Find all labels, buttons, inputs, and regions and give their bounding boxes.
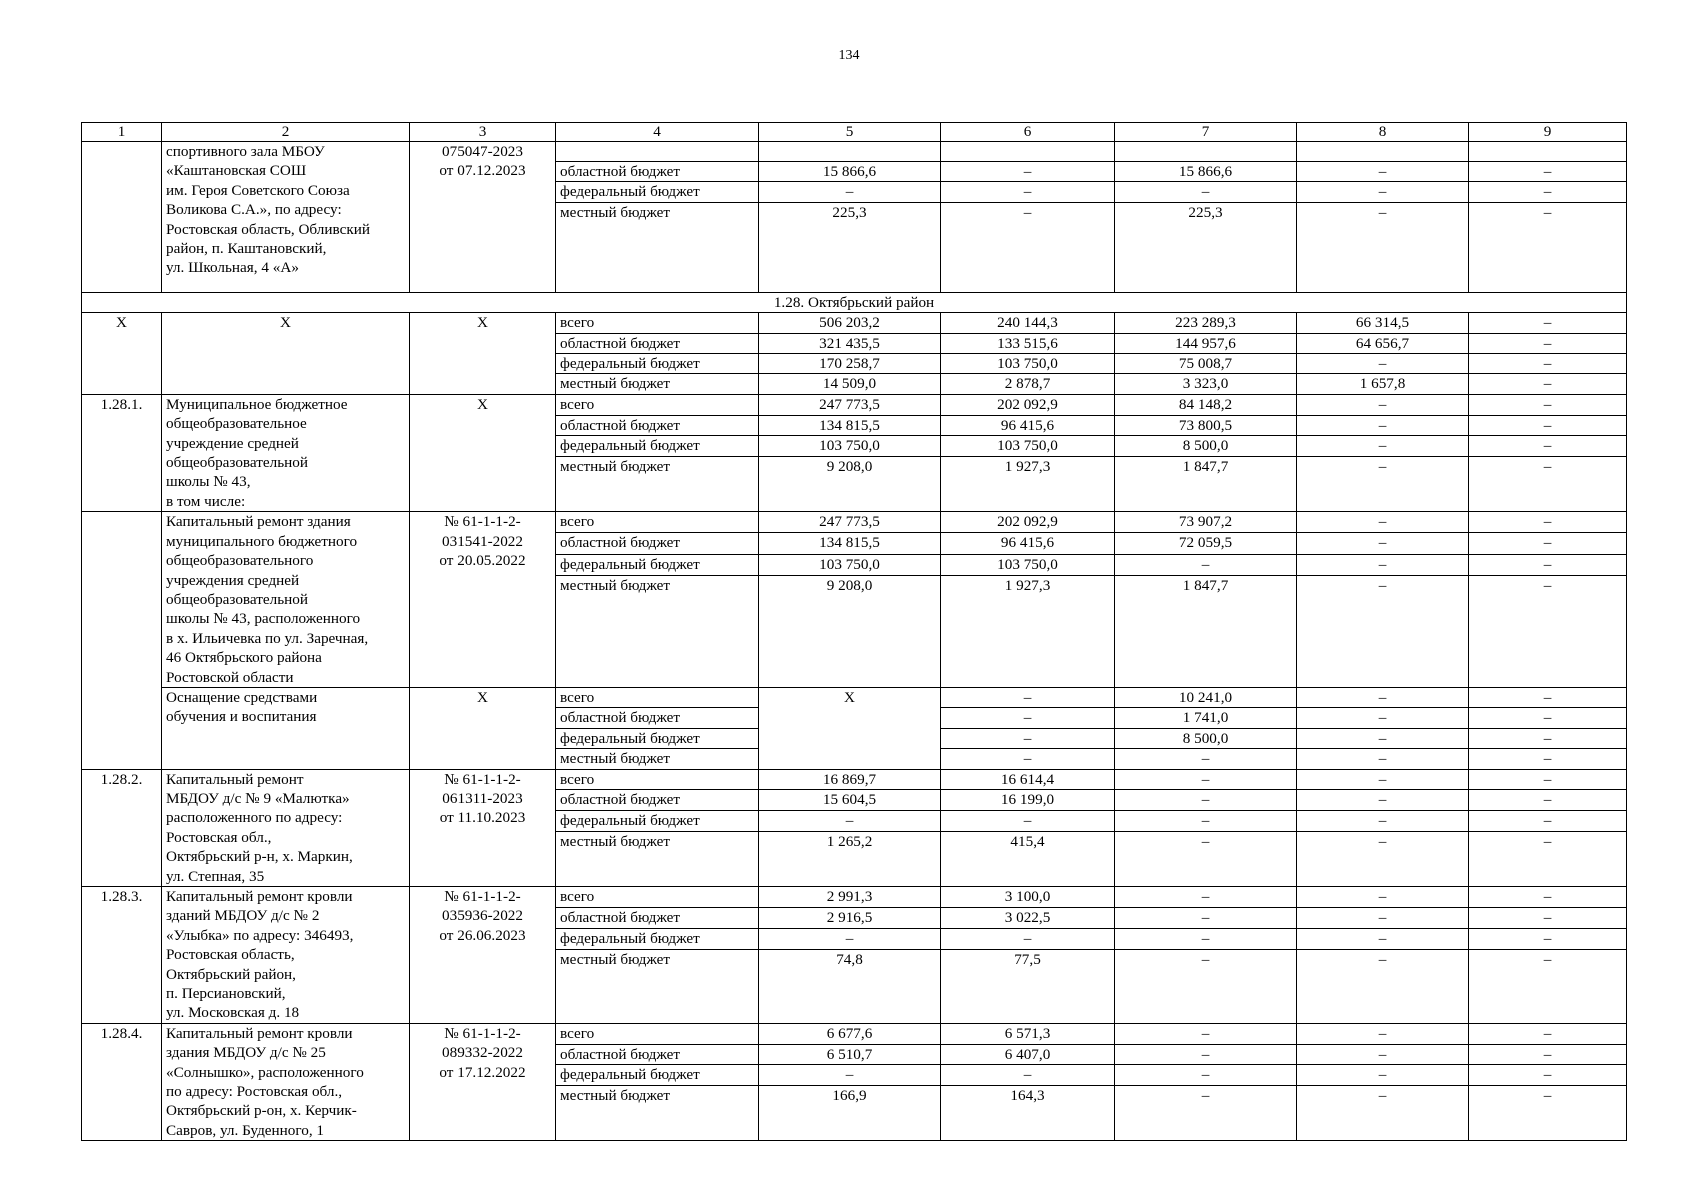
amount-cell: 77,5	[941, 949, 1115, 1023]
amount-cell: 164,3	[941, 1086, 1115, 1141]
amount-cell: –	[1297, 1044, 1469, 1065]
amount-cell: 103 750,0	[941, 436, 1115, 457]
budget-source: местный бюджет	[556, 1086, 759, 1141]
amount-cell: –	[1115, 1044, 1297, 1065]
budget-source: всего	[556, 687, 759, 707]
amount-cell: 3 323,0	[1115, 374, 1297, 394]
amount-cell: –	[1469, 928, 1627, 949]
budget-source: федеральный бюджет	[556, 928, 759, 949]
amount-cell: 16 869,7	[759, 769, 941, 790]
amount-cell: 170 258,7	[759, 354, 941, 374]
amount-cell: –	[1469, 533, 1627, 554]
item-number: 1.28.1.	[82, 394, 162, 511]
amount-cell: 321 435,5	[759, 333, 941, 353]
amount-cell: 2 916,5	[759, 907, 941, 928]
amount-cell: –	[1115, 1086, 1297, 1141]
amount-cell: 96 415,6	[941, 533, 1115, 554]
budget-source: областной бюджет	[556, 708, 759, 728]
budget-source: областной бюджет	[556, 533, 759, 554]
header-cell: 5	[759, 123, 941, 142]
amount-cell: 2 878,7	[941, 374, 1115, 394]
header-cell: 9	[1469, 123, 1627, 142]
amount-cell: –	[1297, 887, 1469, 908]
object-description: Капитальный ремонт кровли здания МБДОУ д/с № 25 «Солнышко», расположенного по адресу: Ростовская обл., Октябрьский р-он, х. Керчик- Савров, ул. Буденного, 1	[162, 1023, 410, 1140]
amount-cell: 6 407,0	[941, 1044, 1115, 1065]
amount-cell: –	[759, 811, 941, 832]
amount-cell: 73 800,5	[1115, 415, 1297, 436]
amount-cell: –	[1297, 749, 1469, 769]
header-cell: 7	[1115, 123, 1297, 142]
section-title: 1.28. Октябрьский район	[82, 292, 1627, 312]
amount-cell: –	[1115, 887, 1297, 908]
amount-cell: –	[1297, 394, 1469, 415]
budget-source: всего	[556, 769, 759, 790]
amount-cell: –	[1297, 162, 1469, 182]
amount-cell: –	[1297, 182, 1469, 202]
amount-cell: –	[1297, 811, 1469, 832]
object-description: Оснащение средствами обучения и воспитания	[162, 687, 410, 769]
amount-cell: –	[1469, 790, 1627, 811]
amount-cell	[1469, 142, 1627, 162]
amount-cell: –	[1469, 687, 1627, 707]
amount-cell	[1115, 142, 1297, 162]
amount-cell: –	[1469, 728, 1627, 748]
amount-cell: –	[759, 182, 941, 202]
amount-cell: 240 144,3	[941, 313, 1115, 333]
amount-cell: –	[1469, 512, 1627, 533]
amount-cell: 15 866,6	[759, 162, 941, 182]
table-row	[82, 887, 1627, 908]
document-ref: Х	[410, 313, 556, 395]
amount-cell: 14 509,0	[759, 374, 941, 394]
amount-cell: –	[941, 928, 1115, 949]
amount-cell: –	[1469, 313, 1627, 333]
amount-cell: –	[941, 162, 1115, 182]
amount-cell: 415,4	[941, 831, 1115, 886]
header-cell: 8	[1297, 123, 1469, 142]
budget-source: местный бюджет	[556, 831, 759, 886]
amount-cell: –	[1115, 1065, 1297, 1086]
amount-cell: 202 092,9	[941, 512, 1115, 533]
amount-cell: –	[1297, 436, 1469, 457]
item-number	[82, 142, 162, 293]
item-number: Х	[82, 313, 162, 395]
header-row	[82, 123, 1627, 142]
header-cell: 2	[162, 123, 410, 142]
amount-cell: –	[1469, 333, 1627, 353]
amount-cell: –	[1469, 708, 1627, 728]
document-ref: Х	[410, 394, 556, 511]
amount-cell: –	[1115, 1023, 1297, 1044]
amount-cell: 1 657,8	[1297, 374, 1469, 394]
amount-cell: 64 656,7	[1297, 333, 1469, 353]
amount-cell: –	[1115, 907, 1297, 928]
amount-cell: –	[1469, 1065, 1627, 1086]
amount-cell	[941, 142, 1115, 162]
table-row	[82, 313, 1627, 333]
header-cell: 6	[941, 123, 1115, 142]
document-ref: № 61-1-1-2- 031541-2022 от 20.05.2022	[410, 512, 556, 688]
amount-cell: –	[1469, 374, 1627, 394]
object-description: Капитальный ремонт здания муниципального бюджетного общеобразовательного учреждения средней общеобразовательной школы № 43, расположенного в х. Ильичевка по ул. Заречная, 46 Октябрьского района Ростовской области	[162, 512, 410, 688]
header-cell: 3	[410, 123, 556, 142]
amount-cell: –	[1115, 182, 1297, 202]
amount-cell: –	[1115, 554, 1297, 575]
amount-cell: –	[1297, 1023, 1469, 1044]
amount-cell: 225,3	[1115, 202, 1297, 292]
amount-cell: 1 741,0	[1115, 708, 1297, 728]
amount-cell: 166,9	[759, 1086, 941, 1141]
amount-cell: –	[1297, 1065, 1469, 1086]
budget-source: всего	[556, 313, 759, 333]
amount-cell: –	[941, 728, 1115, 748]
amount-cell: 133 515,6	[941, 333, 1115, 353]
budget-source: областной бюджет	[556, 333, 759, 353]
amount-cell: –	[1469, 415, 1627, 436]
budget-source: местный бюджет	[556, 749, 759, 769]
amount-cell: 144 957,6	[1115, 333, 1297, 353]
object-description: Капитальный ремонт МБДОУ д/с № 9 «Малютка» расположенного по адресу: Ростовская обл., Октябрьский р-н, х. Маркин, ул. Степная, 35	[162, 769, 410, 886]
amount-cell: –	[1469, 394, 1627, 415]
amount-cell: –	[1297, 708, 1469, 728]
amount-cell: –	[1469, 887, 1627, 908]
amount-cell: –	[1469, 575, 1627, 687]
amount-cell: –	[1469, 949, 1627, 1023]
amount-cell: 1 847,7	[1115, 575, 1297, 687]
table-row	[82, 394, 1627, 415]
amount-cell: –	[1297, 554, 1469, 575]
amount-cell: 6 677,6	[759, 1023, 941, 1044]
budget-source: всего	[556, 1023, 759, 1044]
amount-cell: –	[1297, 831, 1469, 886]
amount-cell: Х	[759, 687, 941, 769]
object-description: Капитальный ремонт кровли зданий МБДОУ д/с № 2 «Улыбка» по адресу: 346493, Ростовская область, Октябрьский район, п. Персиановский, ул. Московская д. 18	[162, 887, 410, 1024]
amount-cell: 66 314,5	[1297, 313, 1469, 333]
amount-cell: 3 100,0	[941, 887, 1115, 908]
amount-cell: –	[1469, 1086, 1627, 1141]
amount-cell: –	[941, 811, 1115, 832]
header-cell: 4	[556, 123, 759, 142]
amount-cell: 96 415,6	[941, 415, 1115, 436]
amount-cell: –	[941, 202, 1115, 292]
amount-cell: –	[1115, 790, 1297, 811]
amount-cell: 2 991,3	[759, 887, 941, 908]
amount-cell: –	[1469, 182, 1627, 202]
amount-cell: 72 059,5	[1115, 533, 1297, 554]
amount-cell: –	[941, 1065, 1115, 1086]
amount-cell: 247 773,5	[759, 394, 941, 415]
table-body	[82, 142, 1627, 1141]
amount-cell: –	[1469, 457, 1627, 512]
amount-cell: 8 500,0	[1115, 728, 1297, 748]
amount-cell: –	[1469, 811, 1627, 832]
amount-cell: –	[1469, 554, 1627, 575]
table-row	[82, 142, 1627, 162]
amount-cell: 74,8	[759, 949, 941, 1023]
amount-cell: 225,3	[759, 202, 941, 292]
table-row	[82, 512, 1627, 533]
amount-cell: 6 571,3	[941, 1023, 1115, 1044]
amount-cell: –	[1297, 928, 1469, 949]
page-number: 134	[838, 48, 860, 63]
amount-cell: –	[1297, 949, 1469, 1023]
amount-cell: 103 750,0	[759, 554, 941, 575]
item-number	[82, 512, 162, 769]
document-ref: № 61-1-1-2- 089332-2022 от 17.12.2022	[410, 1023, 556, 1140]
amount-cell: –	[759, 928, 941, 949]
amount-cell: –	[1115, 928, 1297, 949]
amount-cell: 75 008,7	[1115, 354, 1297, 374]
amount-cell: –	[1297, 1086, 1469, 1141]
amount-cell: –	[1297, 415, 1469, 436]
amount-cell: –	[1469, 1023, 1627, 1044]
amount-cell: 8 500,0	[1115, 436, 1297, 457]
amount-cell: –	[1115, 749, 1297, 769]
budget-source: областной бюджет	[556, 415, 759, 436]
amount-cell: 134 815,5	[759, 415, 941, 436]
table-row	[82, 1023, 1627, 1044]
budget-source: местный бюджет	[556, 374, 759, 394]
document-ref: Х	[410, 687, 556, 769]
budget-source: областной бюджет	[556, 790, 759, 811]
amount-cell: –	[1469, 749, 1627, 769]
header-cell: 1	[82, 123, 162, 142]
document-ref: № 61-1-1-2- 061311-2023 от 11.10.2023	[410, 769, 556, 886]
amount-cell	[1297, 142, 1469, 162]
amount-cell: –	[1297, 790, 1469, 811]
amount-cell: 9 208,0	[759, 575, 941, 687]
amount-cell: –	[1297, 575, 1469, 687]
item-number: 1.28.3.	[82, 887, 162, 1024]
amount-cell: –	[1469, 907, 1627, 928]
amount-cell: –	[1469, 436, 1627, 457]
table-row	[82, 769, 1627, 790]
amount-cell: –	[1469, 202, 1627, 292]
amount-cell: 134 815,5	[759, 533, 941, 554]
amount-cell: –	[941, 182, 1115, 202]
budget-source: федеральный бюджет	[556, 1065, 759, 1086]
amount-cell: –	[1297, 457, 1469, 512]
amount-cell: 16 199,0	[941, 790, 1115, 811]
amount-cell: –	[1297, 202, 1469, 292]
budget-source: местный бюджет	[556, 457, 759, 512]
budget-source: федеральный бюджет	[556, 811, 759, 832]
amount-cell: 1 847,7	[1115, 457, 1297, 512]
amount-cell: –	[1297, 354, 1469, 374]
amount-cell: 202 092,9	[941, 394, 1115, 415]
object-description: спортивного зала МБОУ «Каштановская СОШ им. Героя Советского Союза Воликова С.А.», по адресу: Ростовская область, Обливский район, п. Каштановский, ул. Школьная, 4 «А»	[162, 142, 410, 293]
amount-cell: –	[941, 749, 1115, 769]
amount-cell: –	[1115, 769, 1297, 790]
budget-source: федеральный бюджет	[556, 728, 759, 748]
budget-source: всего	[556, 512, 759, 533]
amount-cell: –	[1297, 728, 1469, 748]
amount-cell: –	[759, 1065, 941, 1086]
amount-cell: 15 604,5	[759, 790, 941, 811]
budget-source: областной бюджет	[556, 1044, 759, 1065]
budget-source: федеральный бюджет	[556, 182, 759, 202]
budget-source: федеральный бюджет	[556, 554, 759, 575]
amount-cell: 10 241,0	[1115, 687, 1297, 707]
budget-source: федеральный бюджет	[556, 354, 759, 374]
amount-cell: 16 614,4	[941, 769, 1115, 790]
budget-source: областной бюджет	[556, 907, 759, 928]
amount-cell: –	[1297, 769, 1469, 790]
amount-cell: 103 750,0	[941, 554, 1115, 575]
amount-cell: –	[1115, 949, 1297, 1023]
object-description: Х	[162, 313, 410, 395]
amount-cell	[759, 142, 941, 162]
budget-source: местный бюджет	[556, 949, 759, 1023]
item-number: 1.28.4.	[82, 1023, 162, 1140]
amount-cell: 247 773,5	[759, 512, 941, 533]
budget-source	[556, 142, 759, 162]
document-ref: 075047-2023 от 07.12.2023	[410, 142, 556, 293]
item-number: 1.28.2.	[82, 769, 162, 886]
document-ref: № 61-1-1-2- 035936-2022 от 26.06.2023	[410, 887, 556, 1024]
funding-table	[81, 122, 1627, 1141]
amount-cell: –	[1297, 512, 1469, 533]
budget-source: местный бюджет	[556, 575, 759, 687]
amount-cell: –	[1469, 1044, 1627, 1065]
amount-cell: 1 927,3	[941, 457, 1115, 512]
amount-cell: –	[1115, 831, 1297, 886]
amount-cell: –	[941, 708, 1115, 728]
amount-cell: 103 750,0	[941, 354, 1115, 374]
amount-cell: 15 866,6	[1115, 162, 1297, 182]
amount-cell: 506 203,2	[759, 313, 941, 333]
amount-cell: 84 148,2	[1115, 394, 1297, 415]
amount-cell: –	[1115, 811, 1297, 832]
budget-source: всего	[556, 887, 759, 908]
amount-cell: –	[1297, 533, 1469, 554]
budget-source: местный бюджет	[556, 202, 759, 292]
amount-cell: 103 750,0	[759, 436, 941, 457]
amount-cell: 3 022,5	[941, 907, 1115, 928]
amount-cell: 223 289,3	[1115, 313, 1297, 333]
object-description: Муниципальное бюджетное общеобразовательное учреждение средней общеобразовательной школы № 43, в том числе:	[162, 394, 410, 511]
amount-cell: –	[1469, 162, 1627, 182]
section-row	[82, 292, 1627, 312]
amount-cell: 6 510,7	[759, 1044, 941, 1065]
amount-cell: –	[941, 687, 1115, 707]
amount-cell: –	[1297, 907, 1469, 928]
budget-source: федеральный бюджет	[556, 436, 759, 457]
amount-cell: 9 208,0	[759, 457, 941, 512]
table-row	[82, 687, 1627, 707]
amount-cell: –	[1297, 687, 1469, 707]
amount-cell: –	[1469, 831, 1627, 886]
budget-source: областной бюджет	[556, 162, 759, 182]
amount-cell: –	[1469, 354, 1627, 374]
amount-cell: 73 907,2	[1115, 512, 1297, 533]
amount-cell: –	[1469, 769, 1627, 790]
amount-cell: 1 927,3	[941, 575, 1115, 687]
budget-source: всего	[556, 394, 759, 415]
amount-cell: 1 265,2	[759, 831, 941, 886]
